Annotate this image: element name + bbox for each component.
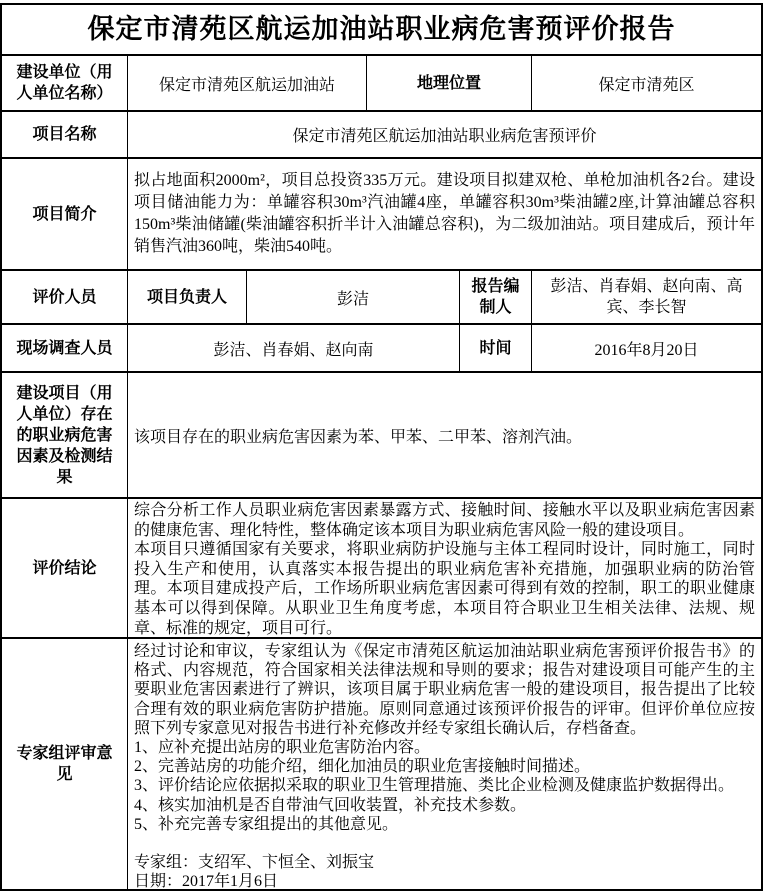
expert-value <box>128 639 761 889</box>
row-expert-review <box>2 639 761 889</box>
project-leader-label: 项目负责人 <box>128 271 247 323</box>
evaluators-label: 评价人员 <box>2 271 128 323</box>
time-label: 时间 <box>460 325 532 371</box>
expert-item-2: 2、完善站房的功能介绍，细化加油员的职业危害接触时间描述。 <box>134 758 591 776</box>
geo-value: 保定市清苑区 <box>598 76 695 94</box>
expert-label-text: 专家组评审意见 <box>16 745 113 783</box>
survey-label: 现场调查人员 <box>2 325 128 371</box>
expert-date: 日期：2017年1月6日 <box>134 873 279 889</box>
compilers-label <box>460 271 532 323</box>
report-table <box>0 3 763 891</box>
project-name-label: 项目名称 <box>2 112 128 157</box>
row-conclusion <box>2 499 761 639</box>
hazards-label <box>2 373 128 497</box>
row-evaluators <box>2 271 761 325</box>
project-intro-value: 拟占地面积2000m²，项目总投资335万元。建设项目拟建双枪、单枪加油机各2台。建设项目储油能力为：单罐容积30m³汽油罐4座，单罐容积30m³柴油罐2座,计算油罐总容积150m³柴油储罐(柴油罐容积折半计入油罐总容积)，为二级加油站。项目建成后，预计年销售汽油360吨，柴油540吨。 <box>134 172 755 255</box>
expert-item-4: 4、核实加油机是否自带油气回收装置，补充技术参数。 <box>134 796 527 814</box>
compilers-label-text: 报告编制人 <box>471 278 520 316</box>
conclusion-para-2: 本项目只遵循国家有关要求，将职业病防护设施与主体工程同时设计，同时施工，同时投入生产和使用，认真落实本报告提出的职业病危害补充措施，加强职业病的防治管理。本项目建成投产后，工作场所职业病危害因素可得到有效的控制，职工的职业健康基本可以得到保障。从职业卫生角度考虑，本项目符合职业卫生相关法律、法规、规章、标准的规定，项目可行。 <box>134 541 755 637</box>
geo-label: 地理位置 <box>367 56 532 110</box>
page-title: 保定市清苑区航运加油站职业病危害预评价报告 <box>87 13 676 44</box>
project-intro-label: 项目简介 <box>2 159 128 269</box>
conclusion-label: 评价结论 <box>2 499 128 637</box>
hazards-label-text: 建设项目（用人单位）存在的职业病危害因素及检测结果 <box>16 384 113 486</box>
compilers-value: 彭洁、肖春娟、赵向南、高宾、李长智 <box>550 278 743 316</box>
row-project-intro <box>2 159 761 271</box>
expert-group-signature: 专家组：支绍军、卞恒全、刘振宝 <box>134 854 375 872</box>
unit-label-text: 建设单位（用人单位名称） <box>16 64 113 102</box>
row-hazards <box>2 373 761 499</box>
unit-value: 保定市清苑区航运加油站 <box>128 56 367 110</box>
expert-item-5: 5、补充完善专家组提出的其他意见。 <box>134 815 399 833</box>
project-leader-value: 彭洁 <box>247 271 460 323</box>
expert-label <box>2 639 128 889</box>
conclusion-para-1: 综合分析工作人员职业病危害因素暴露方式、接触时间、接触水平以及职业病危害因素的健康危害、理化特性，整体确定该本项目为职业病危害风险一般的建设项目。 <box>134 502 755 539</box>
row-survey <box>2 325 761 373</box>
hazards-value: 该项目存在的职业病危害因素为苯、甲苯、二甲苯、溶剂汽油。 <box>134 428 583 446</box>
expert-item-3: 3、评价结论应依据拟采取的职业卫生管理措施、类比企业检测及健康监护数据得出。 <box>134 777 735 795</box>
time-value: 2016年8月20日 <box>594 341 699 359</box>
unit-label <box>2 56 128 110</box>
row-unit <box>2 56 761 112</box>
row-project-name <box>2 112 761 159</box>
project-name-value: 保定市清苑区航运加油站职业病危害预评价 <box>292 128 597 145</box>
title-row <box>2 5 761 56</box>
expert-item-1: 1、应补充提出站房的职业危害防治内容。 <box>134 739 431 757</box>
conclusion-value <box>128 499 761 637</box>
survey-value: 彭洁、肖春娟、赵向南 <box>128 325 460 371</box>
expert-paragraph: 经过讨论和审议，专家组认为《保定市清苑区航运加油站职业病危害预评价报告书》的格式、内容规范，符合国家相关法律法规和导则的要求；报告对建设项目可能产生的主要职业危害因素进行了辨识，该项目属于职业病危害一般的建设项目，报告提出了比较合理有效的职业病危害防护措施。原则同意通过该预评价报告的评审。但评价单位应按照下列专家意见对报告书进行补充修改并经专家组长确认后，存档备查。 <box>134 643 755 737</box>
